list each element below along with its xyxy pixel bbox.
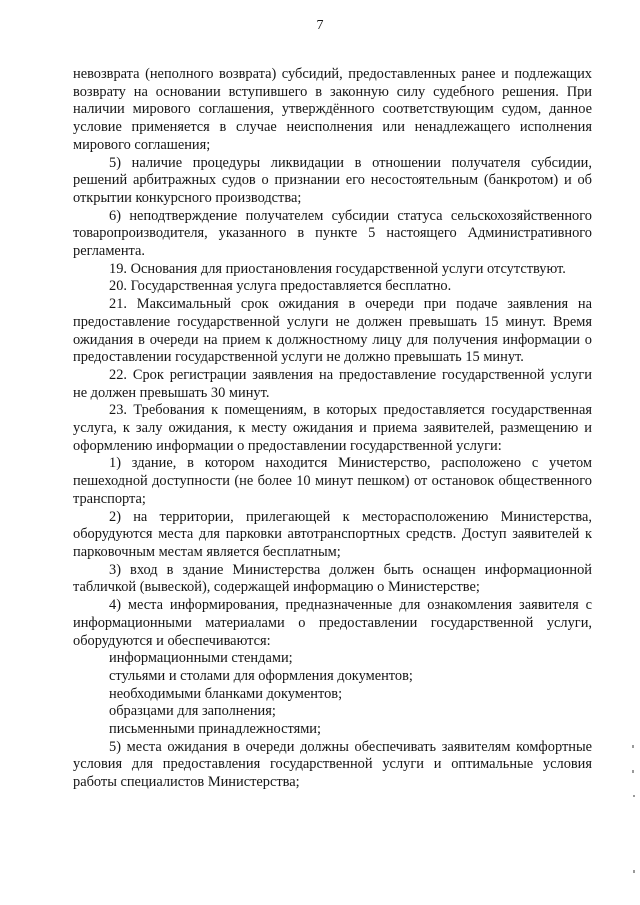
list-item-stands: информационными стендами; bbox=[109, 650, 293, 667]
scan-mark bbox=[633, 795, 635, 797]
page-number: 7 bbox=[316, 18, 324, 33]
paragraph-23-item-2: 2) на территории, прилегающей к месторасположению Министерства, оборудуются места для парковки автотранспортных средств. Доступ заявителей к парковочным местам является бесплатным; bbox=[73, 508, 592, 560]
paragraph-23: 23. Требования к помещениям, в которых предоставляется государственная услуга, к залу ожидания, к месту ожидания и приема заявителей, размещению и оформлению информации о предоставлении государственной услуги: bbox=[73, 402, 592, 454]
scan-mark bbox=[633, 870, 635, 873]
paragraph-19: 19. Основания для приостановления государственной услуги отсутствуют. bbox=[109, 260, 566, 277]
paragraph-continuation: невозврата (неполного возврата) субсидий, предоставленных ранее и подлежащих возврату на основании вступившего в законную силу судебного решения. При наличии мирового соглашения, утверждённого соответствующим судом, данное условие применяется в случае неисполнения или ненадлежащего исполнения мирового соглашения; bbox=[73, 66, 592, 153]
paragraph-23-item-5: 5) места ожидания в очереди должны обеспечивать заявителям комфортные условия для предоставления государственной услуги и оптимальные условия работы специалистов Министерства; bbox=[73, 738, 592, 791]
paragraph-item-5-liquidation: 5) наличие процедуры ликвидации в отношении получателя субсидии, решений арбитражных судов о признании его несостоятельным (банкротом) и об открытии конкурсного производства; bbox=[73, 154, 592, 206]
paragraph-21: 21. Максимальный срок ожидания в очереди при подаче заявления на предоставление государственной услуги не должен превышать 15 минут. Время ожидания в очереди на прием к должностному лицу для получения информации о предоставлении государственной услуги не должно превышать 15 минут. bbox=[73, 296, 592, 366]
scan-mark bbox=[632, 745, 634, 748]
paragraph-item-6-status: 6) неподтверждение получателем субсидии статуса сельскохозяйственного товаропроизводителя, указанного в пункте 5 настоящего Административного регламента. bbox=[73, 207, 592, 260]
list-item-forms: необходимыми бланками документов; bbox=[109, 685, 343, 702]
paragraph-22: 22. Срок регистрации заявления на предоставление государственной услуги не должен превышать 30 минут. bbox=[73, 366, 592, 401]
list-item-chairs-tables: стульями и столами для оформления документов; bbox=[109, 667, 413, 684]
paragraph-23-item-1: 1) здание, в котором находится Министерство, расположено с учетом пешеходной доступности (не более 10 минут пешком) от остановок общественного транспорта; bbox=[73, 455, 592, 507]
paragraph-23-item-4: 4) места информирования, предназначенные для ознакомления заявителя с информационными материалами о предоставлении государственной услуги, оборудуются и обеспечиваются: bbox=[73, 597, 592, 649]
paragraph-23-item-3: 3) вход в здание Министерства должен быть оснащен информационной табличкой (вывеской), содержащей информацию о Министерстве; bbox=[73, 561, 592, 596]
list-item-stationery: письменными принадлежностями; bbox=[109, 721, 322, 738]
list-item-samples: образцами для заполнения; bbox=[109, 703, 276, 720]
document-body bbox=[73, 66, 592, 792]
scan-mark bbox=[632, 770, 634, 773]
paragraph-20: 20. Государственная услуга предоставляется бесплатно. bbox=[109, 278, 452, 295]
